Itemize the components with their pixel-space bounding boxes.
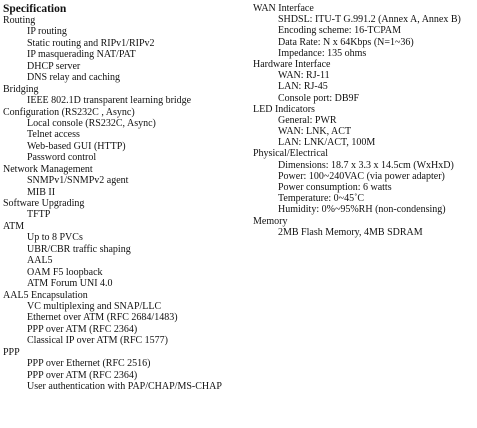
spec-item: Classical IP over ATM (RFC 1577) bbox=[27, 335, 169, 347]
spec-item: Web-based GUI (HTTP) bbox=[27, 140, 126, 152]
section-heading: Configuration (RS232C , Async) bbox=[3, 106, 135, 118]
spec-item: PPP over ATM (RFC 2364) bbox=[27, 323, 138, 335]
spec-item: Local console (RS232C, Async) bbox=[27, 117, 156, 129]
spec-item: Impedance: 135 ohms bbox=[278, 47, 367, 59]
spec-item: AAL5 bbox=[27, 255, 53, 267]
section-heading: Bridging bbox=[3, 83, 39, 95]
spec-section-bridging bbox=[3, 84, 243, 107]
section-heading: PPP bbox=[3, 346, 20, 358]
spec-item: User authentication with PAP/CHAP/MS-CHAP bbox=[27, 381, 222, 392]
section-heading: Physical/Electrical bbox=[253, 148, 328, 160]
spec-item: Encoding scheme: 16-TCPAM bbox=[278, 25, 401, 37]
section-heading: Memory bbox=[253, 215, 288, 227]
spec-item: IEEE 802.1D transparent learning bridge bbox=[27, 95, 192, 107]
spec-item: PPP over Ethernet (RFC 2516) bbox=[27, 358, 151, 370]
spec-item: SHDSL: ITU-T G.991.2 (Annex A, Annex B) bbox=[278, 14, 461, 26]
spec-item: DNS relay and caching bbox=[27, 72, 121, 84]
section-heading: WAN Interface bbox=[253, 3, 314, 14]
spec-item: LAN: LNK/ACT, 100M bbox=[278, 137, 376, 149]
spec-item: VC multiplexing and SNAP/LLC bbox=[27, 300, 162, 312]
spec-item: IP routing bbox=[27, 26, 67, 38]
spec-item: LAN: RJ-45 bbox=[278, 81, 328, 93]
spec-item: MIB II bbox=[27, 186, 56, 198]
spec-item: Up to 8 PVCs bbox=[27, 232, 83, 244]
section-heading: AAL5 Encapsulation bbox=[3, 289, 88, 301]
spec-section-routing bbox=[3, 15, 243, 84]
spec-item: DHCP server bbox=[27, 60, 81, 72]
spec-item: Ethernet over ATM (RFC 2684/1483) bbox=[27, 312, 178, 324]
spec-section-ppp bbox=[3, 347, 243, 393]
spec-item: Static routing and RIPv1/RIPv2 bbox=[27, 37, 155, 49]
spec-section-network-management bbox=[3, 164, 243, 198]
spec-section-physical-electrical bbox=[253, 148, 475, 215]
spec-item: Data Rate: N x 64Kbps (N=1~36) bbox=[278, 36, 414, 48]
spec-item: Temperature: 0~45˚C bbox=[278, 193, 365, 205]
spec-section-configuration bbox=[3, 107, 243, 164]
spec-item: Power: 100~240VAC (via power adapter) bbox=[278, 170, 445, 182]
spec-item: Humidity: 0%~95%RH (non-condensing) bbox=[278, 204, 446, 216]
left-column bbox=[3, 3, 243, 392]
spec-item: Password control bbox=[27, 152, 97, 164]
spec-item: SNMPv1/SNMPv2 agent bbox=[27, 175, 129, 187]
spec-section-wan-interface bbox=[253, 3, 475, 59]
section-heading: ATM bbox=[3, 220, 25, 232]
spec-item: Console port: DB9F bbox=[278, 92, 360, 104]
spec-item: IP masquerading NAT/PAT bbox=[27, 49, 136, 61]
spec-item: PPP over ATM (RFC 2364) bbox=[27, 369, 138, 381]
spec-section-software-upgrading bbox=[3, 198, 243, 221]
spec-section-hardware-interface bbox=[253, 59, 475, 104]
section-heading: LED Indicators bbox=[253, 103, 315, 115]
spec-section-aal5-encapsulation bbox=[3, 290, 243, 347]
spec-item: Dimensions: 18.7 x 3.3 x 14.5cm (WxHxD) bbox=[278, 159, 454, 171]
spec-item: OAM F5 loopback bbox=[27, 266, 103, 278]
right-column bbox=[253, 3, 475, 238]
spec-section-led-indicators bbox=[253, 104, 475, 149]
spec-item: UBR/CBR traffic shaping bbox=[27, 243, 131, 255]
section-heading: Hardware Interface bbox=[253, 58, 331, 70]
spec-item: 2MB Flash Memory, 4MB SDRAM bbox=[278, 226, 423, 238]
page-title: Specification bbox=[3, 3, 67, 15]
spec-section-memory bbox=[253, 216, 475, 238]
section-heading: Routing bbox=[3, 15, 36, 26]
section-heading: Network Management bbox=[3, 163, 93, 175]
spec-item: TFTP bbox=[27, 209, 51, 221]
spec-item: Power consumption: 6 watts bbox=[278, 182, 392, 193]
spec-item: WAN: LNK, ACT bbox=[278, 126, 352, 138]
section-heading: Software Upgrading bbox=[3, 198, 85, 209]
spec-section-atm bbox=[3, 221, 243, 290]
spec-item: ATM Forum UNI 4.0 bbox=[27, 278, 113, 290]
spec-item: Telnet access bbox=[27, 129, 80, 141]
spec-item: General: PWR bbox=[278, 114, 337, 126]
spec-item: WAN: RJ-11 bbox=[278, 70, 330, 82]
